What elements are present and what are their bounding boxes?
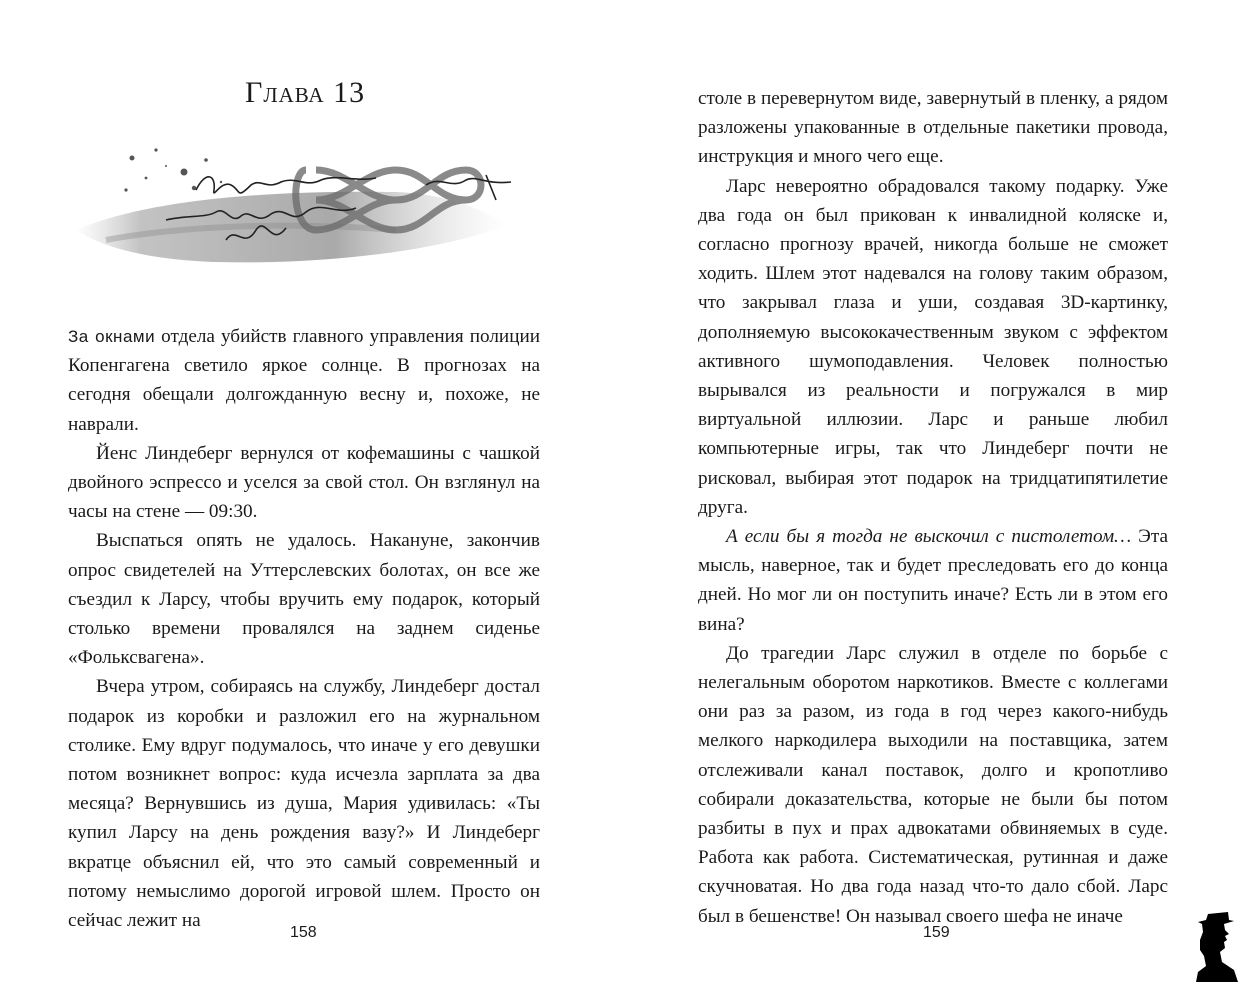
paragraph-text: Эта xyxy=(1131,526,1168,548)
chapter-ornament-icon xyxy=(66,130,526,280)
right-page xyxy=(622,0,1243,988)
italic-thought: А если бы я тогда не выскочил с пистолетом… xyxy=(726,526,1132,548)
paragraph: Йенс Линдеберг вернулся от кофемашины с чашкой двойного эспрессо и уселся за свой стол. Он взглянул на часы на стене — 09:30. xyxy=(68,442,540,523)
paragraph: столе в перевернутом виде, завернутый в пленку, а рядом разложены упакованные в отдельные пакетики провода, инструкция и много чего еще. xyxy=(698,88,1168,168)
paragraph xyxy=(698,522,1168,639)
paragraph: Выспаться опять не удалось. Накануне, закончив опрос свидетелей на Уттерслевских болотах, он все же съездил к Ларсу, чтобы вручить ему подарок, который столько времени провалялся на заднем сиденье «Фольксвагена». xyxy=(68,530,540,669)
paragraph: Вчера утром, собираясь на службу, Линдеберг достал подарок из коробки и разложил его на журнальном столике. Ему вдруг подумалось, что иначе у его девушки потом возникнет вопрос: куда исчезла зарплата за два месяца? Вернувшись из душа, Мария удивилась: «Ты купил Ларсу на день рождения вазу?» И Линдеберг вкратце объяснил ей, что это самый современный и потому немыслимо дорогой игровой шлем. Просто он сейчас лежит на xyxy=(68,676,540,932)
left-body-text xyxy=(68,322,540,935)
detective-silhouette-icon xyxy=(1194,910,1240,982)
lead-words: За окнами xyxy=(68,327,156,346)
paragraph: До трагедии Ларс служил в отделе по борьбе с нелегальным оборотом наркотиков. Вместе с коллегами они раз за разом, из года в год через какого-нибудь мелкого наркодилера выходили на поставщика, затем отслеживали канал поставок, долго и кропотливо собирали доказательства, которые не были бы потом разбиты в пух и прах адвокатами обвиняемых в суде. Работа как работа. Систематическая, рутинная и даже скучноватая. Но два года назад что-то дало сбой. Ларс был в бешенстве! Он называл своего шефа не иначе xyxy=(698,642,1168,927)
paragraph-text: отдела убийств главного управления полиции Копенгагена светило яркое солнце. В прогнозах на сегодня обещали долгожданную весну и, похоже, не наврали. xyxy=(68,326,540,435)
chapter-title: Глава 13 xyxy=(245,76,366,109)
page-number: 158 xyxy=(290,924,317,941)
left-page xyxy=(0,0,621,988)
paragraph: Ларс невероятно обрадовался такому подарку. Уже два года он был прикован к инвалидной коляске и, согласно прогнозу врачей, никогда больше не сможет ходить. Шлем этот надевался на голову таким образом, что закрывал глаза и уши, создавая 3D-картинку, дополняемую высококачественным звуком с эффектом активного шумоподавления. Человек полностью вырывался из реальности и погружался в мир виртуальной иллюзии. Ларс и раньше любил компьютерные игры, так что Линдеберг почти не рисковал, выбирая этот подарок на тридцатипятилетие друга. xyxy=(698,175,1168,518)
page-number: 159 xyxy=(923,924,950,941)
paragraph-text: мысль, наверное, так и будет преследовать его до конца дней. Но мог ли он поступить иначе? Есть ли в этом его вина? xyxy=(698,555,1168,635)
right-body-text xyxy=(698,84,1168,931)
paragraph xyxy=(68,322,540,439)
